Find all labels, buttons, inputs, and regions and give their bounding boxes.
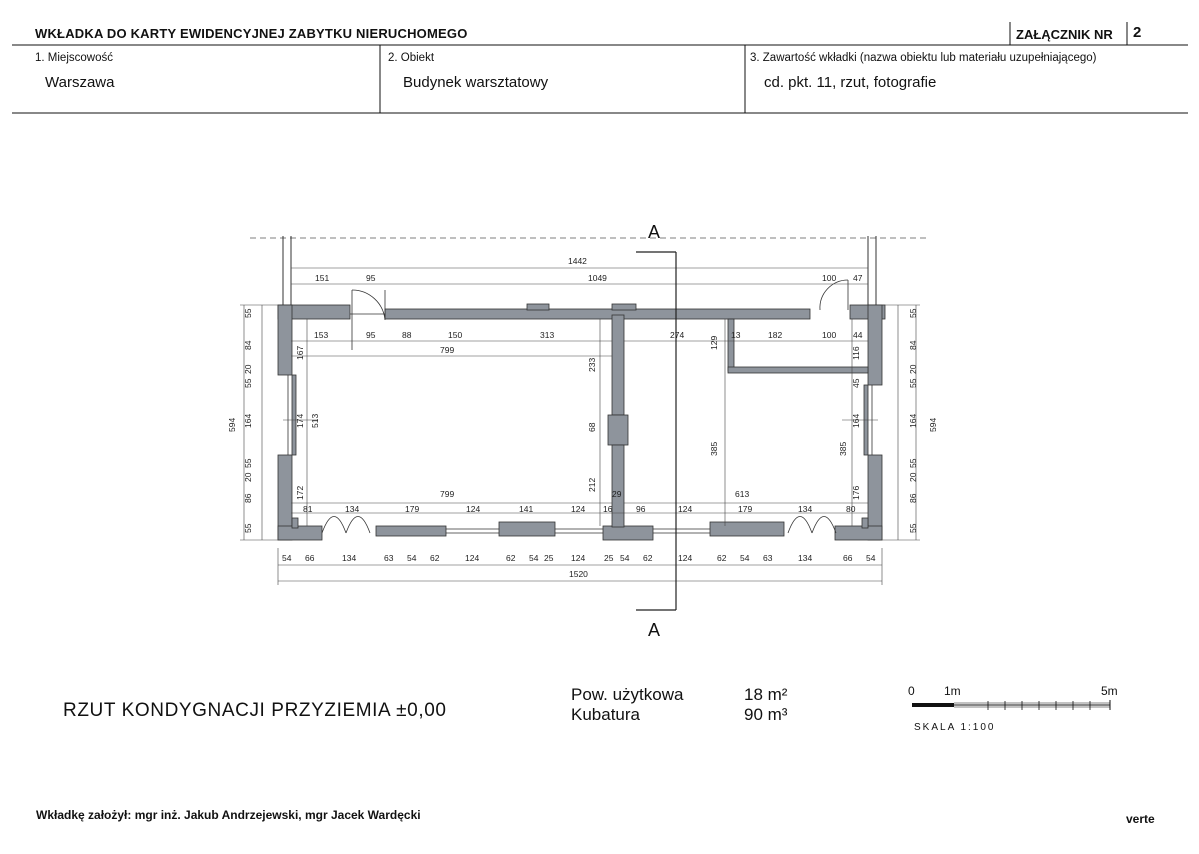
svg-text:116: 116: [851, 346, 861, 360]
svg-text:594: 594: [227, 417, 237, 432]
field-content-value: cd. pkt. 11, rzut, fotografie: [764, 74, 937, 91]
svg-text:96: 96: [636, 504, 646, 514]
author-note: Wkładkę założył: mgr inż. Jakub Andrzejewski, mgr Jacek Wardęcki: [36, 808, 421, 822]
svg-text:141: 141: [519, 504, 534, 514]
svg-text:86: 86: [908, 493, 918, 503]
svg-text:62: 62: [506, 553, 516, 563]
scale-start-label: 0: [908, 684, 915, 698]
dimension-labels: [227, 256, 938, 579]
svg-text:44: 44: [853, 330, 863, 340]
svg-text:54: 54: [529, 553, 539, 563]
svg-text:134: 134: [798, 504, 813, 514]
usable-area-label: Pow. użytkowa: [571, 685, 684, 704]
svg-text:1049: 1049: [588, 273, 607, 283]
annex-label: ZAŁĄCZNIK NR: [1016, 27, 1113, 42]
svg-text:55: 55: [243, 378, 253, 388]
svg-text:182: 182: [768, 330, 783, 340]
svg-text:63: 63: [763, 553, 773, 563]
svg-text:55: 55: [908, 523, 918, 533]
svg-text:54: 54: [407, 553, 417, 563]
svg-text:212: 212: [587, 477, 597, 492]
svg-text:134: 134: [345, 504, 360, 514]
svg-text:124: 124: [466, 504, 481, 514]
section-marker-bottom: A: [648, 620, 661, 640]
section-marker-top: A: [648, 222, 661, 242]
svg-text:129: 129: [709, 335, 719, 350]
svg-text:164: 164: [851, 413, 861, 428]
svg-text:25: 25: [604, 553, 614, 563]
svg-text:385: 385: [838, 441, 848, 456]
svg-text:167: 167: [295, 345, 305, 360]
svg-text:799: 799: [440, 345, 455, 355]
svg-text:124: 124: [571, 553, 586, 563]
svg-text:1520: 1520: [569, 569, 588, 579]
svg-text:20: 20: [243, 472, 253, 482]
svg-text:613: 613: [735, 489, 750, 499]
plan-title: RZUT KONDYGNACJI PRZYZIEMIA ±0,00: [63, 700, 447, 721]
verte-note: verte: [1126, 812, 1155, 826]
svg-text:594: 594: [928, 417, 938, 432]
svg-text:134: 134: [798, 553, 813, 563]
svg-text:150: 150: [448, 330, 463, 340]
svg-text:29: 29: [612, 489, 622, 499]
svg-text:274: 274: [670, 330, 685, 340]
field-object-value: Budynek warsztatowy: [403, 74, 549, 91]
svg-text:164: 164: [908, 413, 918, 428]
svg-text:172: 172: [295, 485, 305, 500]
svg-text:84: 84: [243, 340, 253, 350]
svg-text:66: 66: [843, 553, 853, 563]
svg-text:176: 176: [851, 485, 861, 500]
svg-text:95: 95: [366, 330, 376, 340]
svg-text:164: 164: [243, 413, 253, 428]
svg-text:151: 151: [315, 273, 330, 283]
field-location-label: 1. Miejscowość: [35, 52, 113, 64]
svg-text:55: 55: [243, 458, 253, 468]
svg-text:124: 124: [678, 553, 693, 563]
svg-text:62: 62: [430, 553, 440, 563]
field-content-label: 3. Zawartość wkładki (nazwa obiektu lub materiału uzupełniającego): [750, 52, 1097, 64]
svg-text:55: 55: [243, 308, 253, 318]
svg-text:1442: 1442: [568, 256, 587, 266]
svg-text:124: 124: [465, 553, 480, 563]
svg-text:124: 124: [571, 504, 586, 514]
svg-text:16: 16: [603, 504, 613, 514]
field-location-value: Warszawa: [45, 74, 115, 91]
annex-number: 2: [1133, 24, 1142, 41]
svg-text:62: 62: [717, 553, 727, 563]
svg-text:100: 100: [822, 330, 837, 340]
section-line: [636, 252, 676, 610]
svg-text:88: 88: [402, 330, 412, 340]
svg-text:63: 63: [384, 553, 394, 563]
svg-text:55: 55: [908, 308, 918, 318]
svg-text:179: 179: [405, 504, 420, 514]
svg-text:20: 20: [908, 364, 918, 374]
document-title: WKŁADKA DO KARTY EWIDENCYJNEJ ZABYTKU NIERUCHOMEGO: [35, 26, 468, 41]
svg-text:54: 54: [866, 553, 876, 563]
svg-text:513: 513: [310, 413, 320, 428]
scale-end-label: 5m: [1101, 684, 1118, 698]
svg-text:313: 313: [540, 330, 555, 340]
svg-text:66: 66: [305, 553, 315, 563]
svg-text:124: 124: [678, 504, 693, 514]
svg-text:20: 20: [908, 472, 918, 482]
svg-text:86: 86: [243, 493, 253, 503]
svg-text:174: 174: [295, 413, 305, 428]
svg-text:55: 55: [908, 458, 918, 468]
svg-text:62: 62: [643, 553, 653, 563]
svg-text:25: 25: [544, 553, 554, 563]
svg-text:54: 54: [282, 553, 292, 563]
scale-mid-label: 1m: [944, 684, 961, 698]
svg-text:55: 55: [908, 378, 918, 388]
svg-text:100: 100: [822, 273, 837, 283]
scale-caption: SKALA 1:100: [914, 722, 996, 733]
svg-text:54: 54: [740, 553, 750, 563]
svg-text:799: 799: [440, 489, 455, 499]
svg-text:20: 20: [243, 364, 253, 374]
svg-text:95: 95: [366, 273, 376, 283]
volume-label: Kubatura: [571, 705, 640, 724]
svg-text:81: 81: [303, 504, 313, 514]
svg-text:134: 134: [342, 553, 357, 563]
svg-text:47: 47: [853, 273, 863, 283]
svg-text:45: 45: [851, 378, 861, 388]
svg-text:385: 385: [709, 441, 719, 456]
svg-text:54: 54: [620, 553, 630, 563]
svg-text:179: 179: [738, 504, 753, 514]
svg-text:13: 13: [731, 330, 741, 340]
svg-text:233: 233: [587, 357, 597, 372]
usable-area-value: 18 m²: [744, 685, 788, 704]
field-object-label: 2. Obiekt: [388, 52, 435, 64]
svg-text:55: 55: [243, 523, 253, 533]
svg-text:153: 153: [314, 330, 329, 340]
svg-text:68: 68: [587, 422, 597, 432]
volume-value: 90 m³: [744, 705, 788, 724]
svg-text:84: 84: [908, 340, 918, 350]
svg-text:80: 80: [846, 504, 856, 514]
scale-bar: [912, 700, 1110, 710]
